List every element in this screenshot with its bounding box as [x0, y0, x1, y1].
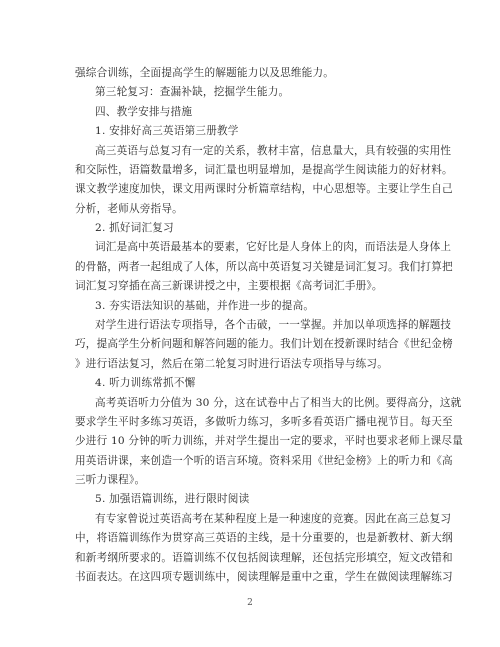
paragraph-line: 的骨骼，两者一起组成了人体，所以高中英语复习关键是词汇复习。我们打算把 [75, 261, 453, 273]
paragraph-line: 少进行 10 分钟的听力训练，并对学生提出一定的要求，平时也要求老师上课尽量 [75, 435, 463, 447]
paragraph-line: 巧，提高学生分析问题和解答问题的能力。我们计划在授新课时结合《世纪金榜 [75, 338, 453, 350]
paragraph-line: 高考英语听力分值为 30 分，这在试卷中占了相当大的比例。要得高分，这就 [95, 397, 462, 409]
paragraph-line: 有专家曾说过英语高考在某种程度上是一种速度的竞赛。因此在高三总复习 [95, 513, 452, 525]
page-number: 2 [247, 598, 253, 608]
paragraph-line: 分析，老师从旁指导。 [75, 203, 183, 215]
paragraph-line: 》进行语法复习，然后在第二轮复习时进行语法专项指导与练习。 [75, 358, 389, 370]
paragraph-line: 对学生进行语法专项指导，各个击破，一一掌握。并加以单项选择的解题技 [95, 319, 452, 331]
paragraph-line: 词汇是高中英语最基本的要素，它好比是人身体上的肉，而语法是人身体上 [95, 241, 452, 253]
section-heading: 四、教学安排与措施 [95, 106, 193, 118]
paragraph-line: 要求学生平时多练习英语，多做听力练习，多听多看英语广播电视节目。每天至 [75, 416, 453, 428]
paragraph-line: 词汇复习穿插在高三新课讲授之中，主要根据《高考词汇手册》。 [75, 280, 383, 292]
paragraph-line: 书面表达。在这四项专题训练中，阅读理解是重中之重，学生在做阅读理解练习 [75, 571, 453, 583]
paragraph-line: 强综合训练，全面提高学生的解题能力以及思维能力。 [75, 67, 335, 79]
paragraph-line: 用英语讲课，来创造一个听的语言环境。资料采用《世纪金榜》上的听力和《高 [75, 455, 453, 467]
subsection-heading: 3. 夯实语法知识的基础，并作进一步的提高。 [95, 300, 315, 312]
paragraph-line: 和交际性，语篇数量增多，词汇量也明显增加，是提高学生阅读能力的好材料。 [75, 164, 453, 176]
paragraph-line: 中，将语篇训练作为贯穿高三英语的主线，是十分重要的，也是新教材、新大纲 [75, 532, 453, 544]
paragraph-line: 课文教学速度加快，课文用两课时分析篇章结构，中心思想等。主要让学生自己 [75, 183, 453, 195]
paragraph-line: 和新考纲所要求的。语篇训练不仅包括阅读理解，还包括完形填空，短文改错和 [75, 552, 453, 564]
paragraph-line: 三听力课程》。 [75, 474, 146, 486]
subsection-heading: 4. 听力训练常抓不懈 [95, 377, 196, 389]
paragraph-line: 第三轮复习：查漏补缺，挖掘学生能力。 [95, 86, 290, 98]
subsection-heading: 1. 安排好高三英语第三册教学 [95, 125, 239, 137]
subsection-heading: 2. 抓好词汇复习 [95, 222, 174, 234]
paragraph-line: 高三英语与总复习有一定的关系，教材丰富，信息量大，具有较强的实用性 [95, 145, 452, 157]
subsection-heading: 5. 加强语篇训练，进行限时阅读 [95, 493, 250, 505]
